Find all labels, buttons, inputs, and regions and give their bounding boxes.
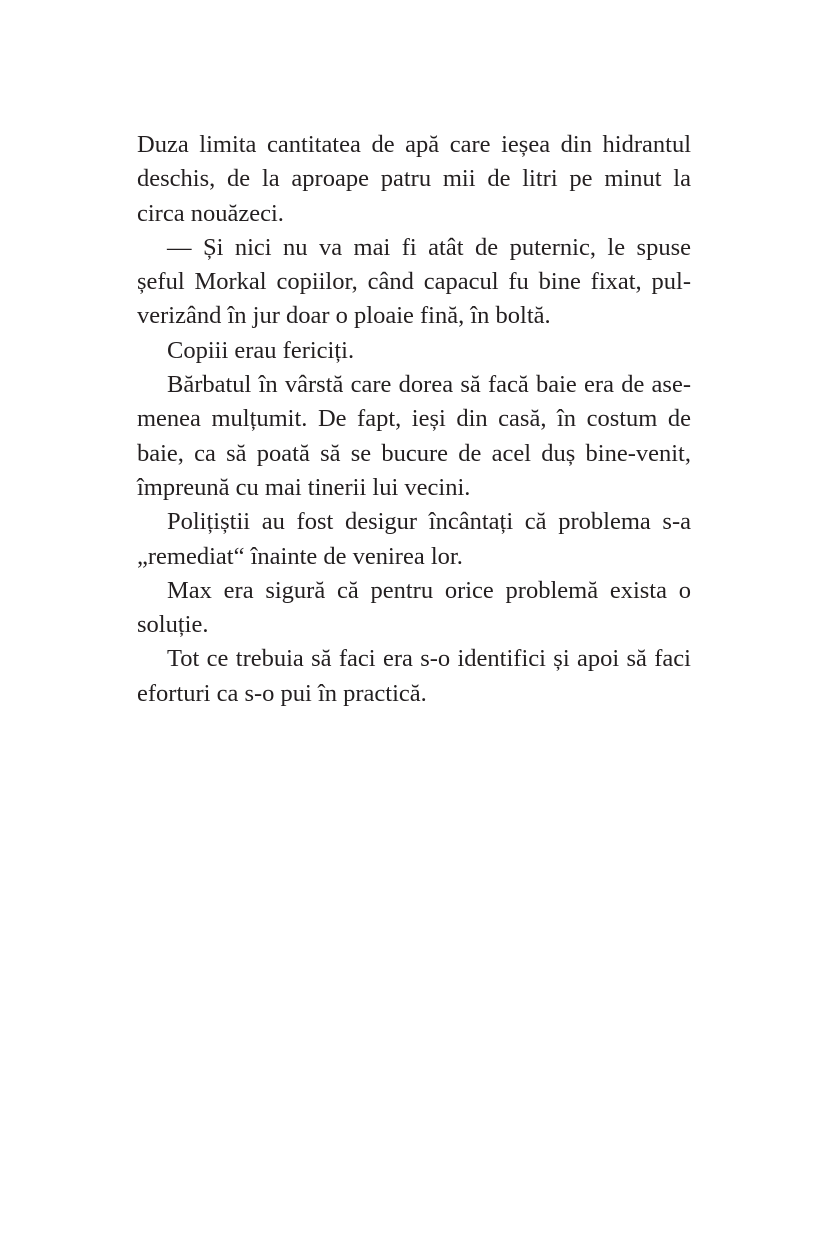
- text-line: șeful Morkal copiilor, când capacul fu bine fixat, pul-: [137, 268, 691, 296]
- text-line: — Și nici nu va mai fi atât de puternic, le spuse: [167, 233, 691, 261]
- paragraph: [137, 334, 691, 368]
- text-line: Bărbatul în vârstă care dorea să facă baie era de ase-: [167, 371, 691, 399]
- paragraph: [137, 505, 691, 574]
- paragraph: [137, 574, 691, 643]
- paragraph: [137, 368, 691, 505]
- text-line: împreună cu mai tinerii lui vecini.: [137, 473, 471, 501]
- text-line: Tot ce trebuia să faci era s-o identifici și apoi să faci: [167, 645, 691, 673]
- text-line: menea mulțumit. De fapt, ieși din casă, în costum de: [137, 405, 691, 433]
- text-line: circa nouăzeci.: [137, 199, 284, 227]
- text-line: deschis, de la aproape patru mii de litri pe minut la: [137, 165, 691, 193]
- paragraph: [137, 642, 691, 711]
- text-line: Max era sigură că pentru orice problemă exista o: [167, 576, 691, 604]
- paragraph: [137, 231, 691, 334]
- text-line: verizând în jur doar o ploaie fină, în boltă.: [137, 302, 551, 330]
- text-line: Polițiștii au fost desigur încântați că problema s-a: [167, 508, 691, 536]
- text-line: baie, ca să poată să se bucure de acel duș bine-venit,: [137, 439, 691, 467]
- text-line: soluție.: [137, 611, 209, 639]
- text-line: „remediat“ înainte de venirea lor.: [137, 542, 463, 570]
- text-line: eforturi ca s-o pui în practică.: [137, 679, 427, 707]
- text-line: Duza limita cantitatea de apă care ieșea din hidrantul: [137, 131, 691, 158]
- body-text: [137, 128, 691, 711]
- paragraph: [137, 128, 691, 231]
- text-line: Copiii erau fericiți.: [167, 336, 355, 364]
